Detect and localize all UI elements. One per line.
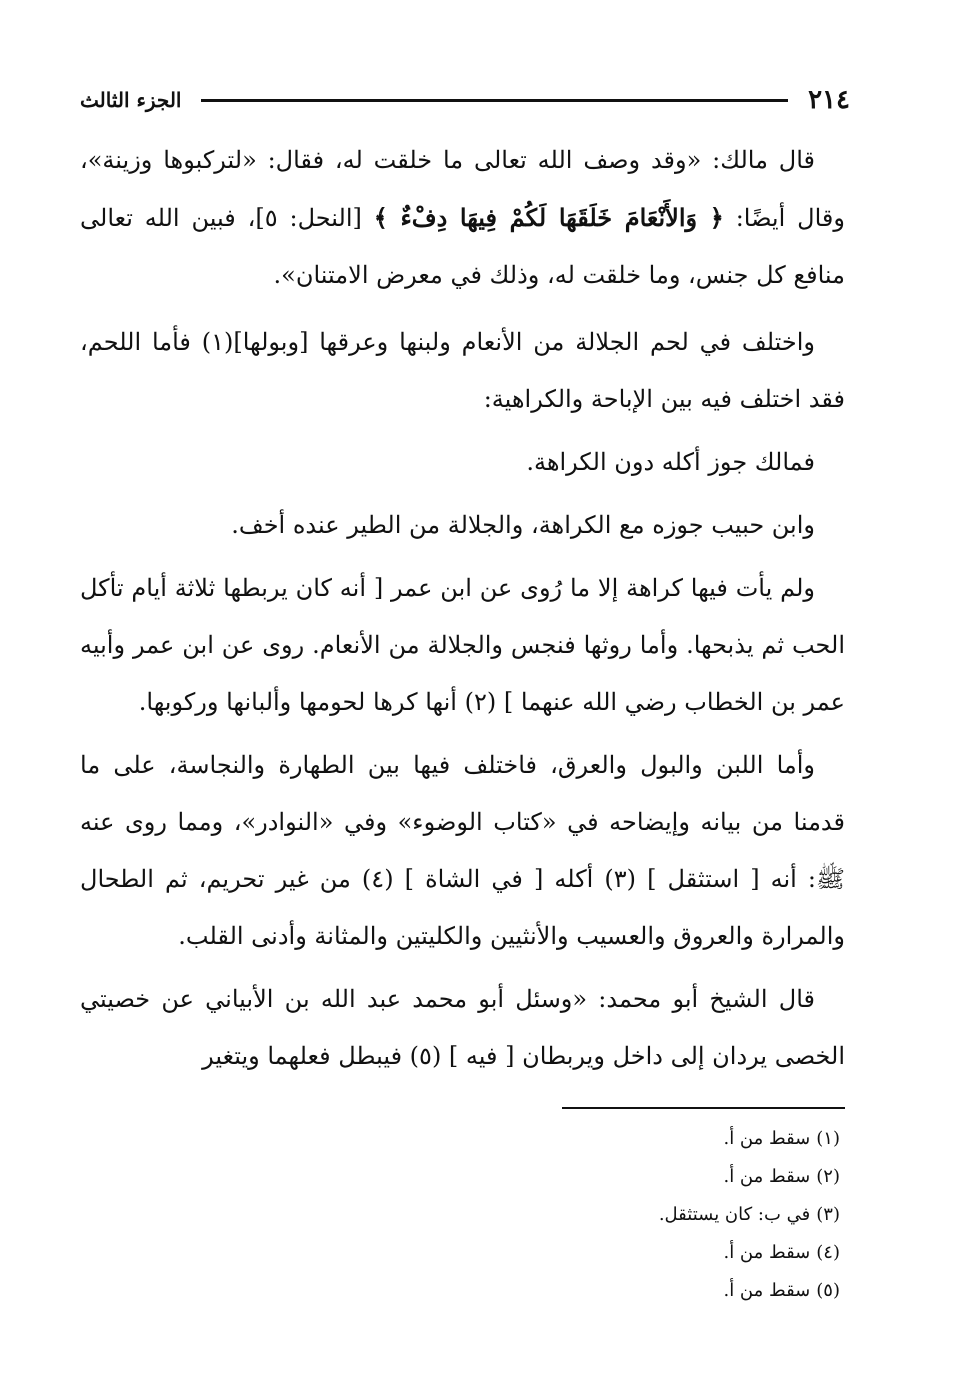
paragraph: وابن حبيب جوزه مع الكراهة، والجلالة من الطير عنده أخف. <box>231 511 815 539</box>
footnote-number: (٤) <box>816 1242 840 1263</box>
footnote-text: سقط من أ. <box>723 1166 811 1187</box>
page-header <box>80 80 850 120</box>
paragraph: قال الشيخ أبو محمد: «وسئل أبو محمد عبد الله بن الأبياني عن خصيتي الخصى يردان إلى داخل ويربطان [ فيه ] (٥) فيبطل فعلهما ويتغير <box>80 985 845 1070</box>
footnote-number: (١) <box>816 1128 840 1149</box>
footnote-text: سقط من أ. <box>723 1128 811 1149</box>
footnote <box>659 1234 840 1272</box>
footnote <box>659 1158 840 1196</box>
footnote-separator <box>562 1107 845 1109</box>
running-head: الجزء الثالث <box>80 88 182 112</box>
footnote-number: (٥) <box>816 1280 840 1301</box>
paragraph: وأما اللبن والبول والعرق، فاختلف فيها بين الطهارة والنجاسة، على ما قدمنا من بيانه وإيضاحه في «كتاب الوضوء» وفي «النوادر»، ومما روى عنه ﷺ: أنه [ استثقل ] (٣) أكله [ في الشاة ] (٤) من غير تحريم، ثم الطحال والمرارة والعروق والعسيب والأنثيين والكليتين والمثانة وأدنى القلب. <box>80 751 846 950</box>
footnote-text: سقط من أ. <box>723 1242 811 1263</box>
footnote-number: (٣) <box>816 1204 840 1225</box>
page-number: ٢١٤ <box>808 85 850 115</box>
paragraph <box>80 132 845 304</box>
header-rule <box>201 99 788 102</box>
footnotes <box>659 1120 840 1310</box>
footnote <box>659 1272 840 1310</box>
footnote <box>659 1196 840 1234</box>
footnote <box>659 1120 840 1158</box>
paragraph: واختلف في لحم الجلالة من الأنعام ولبنها وعرقها [وبولها](١) فأما اللحم، فقد اختلف فيه بين الإباحة والكراهية: <box>80 328 845 413</box>
paragraph: فمالك جوز أكله دون الكراهة. <box>526 448 815 476</box>
paragraph-text: [النحل: ٥]، فبين الله تعالى منافع كل جنس، وما خلقت له، وذلك في معرض الامتنان». <box>80 204 845 289</box>
footnote-number: (٢) <box>816 1166 840 1187</box>
quran-verse: ﴿ وَالأَنْعَامَ خَلَقَهَا لَكُمْ فِيهَا دِفْءٌ ﴾ <box>373 203 724 232</box>
paragraph-text: قال مالك: «وقد وصف الله تعالى ما خلقت له، فقال: «لتركبوها وزينة»، وقال أيضًا: <box>80 146 845 232</box>
footnote-text: سقط من أ. <box>723 1280 811 1301</box>
footnote-text: في ب: كان يستثقل. <box>658 1204 811 1225</box>
main-text <box>80 132 845 1091</box>
paragraph: ولم يأت فيها كراهة إلا ما رُوى عن ابن عمر [ أنه كان يربطها ثلاثة أيام تأكل الحب ثم يذبحها. وأما روثها فنجس والجلالة من الأنعام. روى عن ابن عمر وأبيه عمر بن الخطاب رضي الله عنهما ] (٢) أنها كرها لحومها وألبانها وركوبها. <box>80 574 845 716</box>
